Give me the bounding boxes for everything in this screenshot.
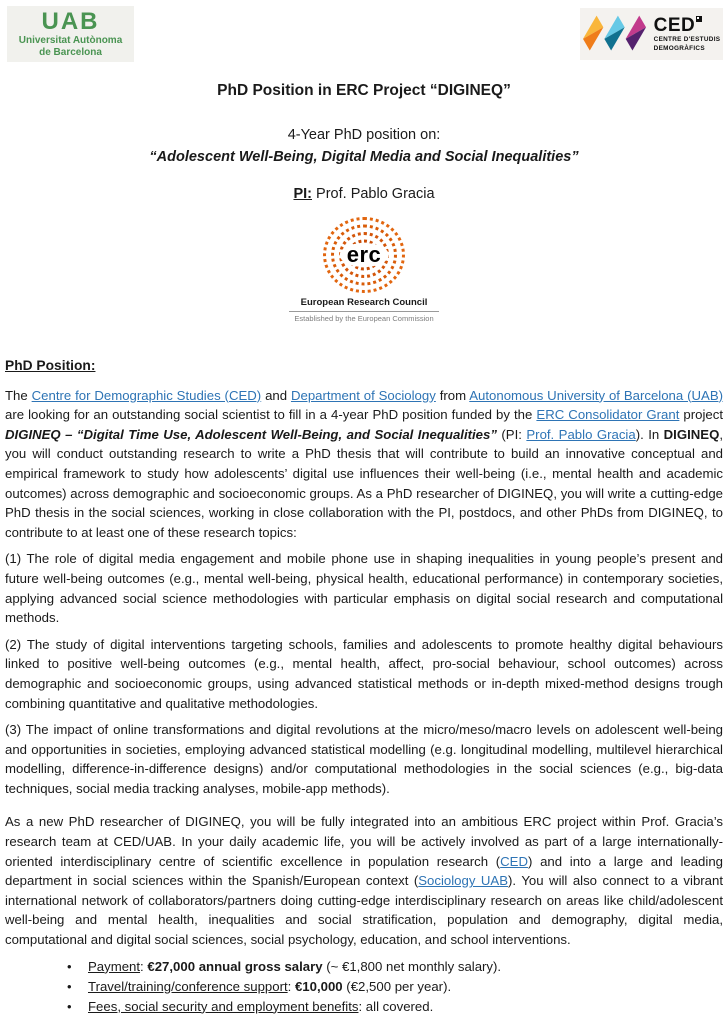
text-run: from xyxy=(435,387,470,403)
benefits-list xyxy=(5,957,723,1017)
hyperlink[interactable]: Prof. Pablo Gracia xyxy=(526,426,636,442)
paragraph-topic-2 xyxy=(5,635,723,713)
bullet-icon: • xyxy=(67,978,72,994)
document-body xyxy=(0,356,728,1017)
text-run: project xyxy=(679,407,724,423)
ced-logo xyxy=(580,8,723,60)
subtitle-line2: “Adolescent Well-Being, Digital Media and Social Inequalities” xyxy=(149,149,579,165)
hyperlink[interactable]: Centre for Demographic Studies (CED) xyxy=(31,387,262,403)
hyperlink[interactable]: CED xyxy=(500,853,528,869)
ced-logo-sub2: DEMOGRÀFICS xyxy=(653,44,705,52)
pi-line xyxy=(0,186,728,202)
text-run: The xyxy=(5,387,32,403)
pi-label: PI: xyxy=(293,186,313,202)
text-run: (3) The impact of online transformations and digital revolutions at the micro/meso/macro levels on adolescent well-being and opportunities in societies, employing advanced statistical modelling (e.g. longitudinal modelling, multilevel hierarchical modelling, difference-in-difference designs) and/or computational methodologies in the social sciences (e.g., big-data techniques, social media tracking analyses, mobile-app methods). xyxy=(5,722,723,796)
section-heading: PhD Position: xyxy=(5,358,96,373)
erc-wordmark: erc xyxy=(340,243,389,267)
text-run: ). You will also connect to a vibrant international network of collaborators/partners doing cutting-edge interdisciplinary research on areas like child/adolescent well-being and mental health, inequalities and social stratification, population and demography, digital media, computational and digital social sciences, social psychology, education, and school interventions. xyxy=(5,873,724,948)
bullet-travel-support-text xyxy=(88,979,451,994)
bullet-icon: • xyxy=(67,998,72,1014)
text-run: (PI: xyxy=(496,426,527,442)
ced-mark-icon xyxy=(696,16,702,22)
hyperlink[interactable]: Sociology UAB xyxy=(418,873,509,889)
paragraph-topic-3 xyxy=(5,720,723,798)
document-header xyxy=(0,0,728,352)
ced-logo-sub1: CENTRE D'ESTUDIS xyxy=(653,36,721,44)
erc-logo xyxy=(279,216,449,323)
hyperlink[interactable]: Department of Sociology xyxy=(290,387,436,403)
uab-logo-name-line1: Universitat Autònoma xyxy=(18,35,123,46)
uab-logo-name-line2: de Barcelona xyxy=(39,47,102,58)
ced-abbr-label: CED xyxy=(653,15,696,37)
text-run: Fees, social security and employment benefits xyxy=(88,998,359,1014)
ced-logo-text xyxy=(654,16,721,52)
text-run: €27,000 annual gross salary xyxy=(147,958,323,974)
bullet-travel-support xyxy=(5,977,723,997)
text-run: , you will conduct outstanding research to write a PhD thesis that will contribute to build an innovative conceptual and empirical framework to study how adolescents’ digital use influences their well-being (i.e., mental health and academic outcomes) across demographic and socioeconomic groups. As a PhD researcher of DIGINEQ, you will write a cutting-edge PhD thesis in the social sciences, working in close collaboration with the PI, postdocs, and other PhDs from DIGINEQ, to contribute to at least one of these research topics: xyxy=(5,426,724,540)
erc-subcaption: Established by the European Commission xyxy=(294,314,434,323)
text-run: (1) The role of digital media engagement and mobile phone use in shaping inequalities in young people’s present and future well-being outcomes (e.g., mental well-being, physical health, educational performance) in contemporary societies, applying advanced social science methodologies with particular emphasis on digital social research and computational methods. xyxy=(5,551,723,626)
ced-diamonds-icon xyxy=(583,14,647,54)
bullet-payment xyxy=(5,957,723,977)
uab-logo-abbr: UAB xyxy=(41,8,100,35)
bullet-payment-text xyxy=(88,959,501,974)
text-run: : xyxy=(140,958,148,974)
bullet-icon: • xyxy=(67,958,72,974)
page-title: PhD Position in ERC Project “DIGINEQ” xyxy=(217,82,511,99)
bullet-fees-benefits-text xyxy=(88,999,433,1014)
text-run: €10,000 xyxy=(294,978,343,994)
ced-logo-abbr xyxy=(654,16,721,35)
text-run: As a new PhD researcher of DIGINEQ, you will be fully integrated into an ambitious ERC project within Prof. Gracia’s research team at CED/UAB. In your daily academic life, you will be actively involved as part of a large internationally-oriented interdisciplinary centre of scientific excellence in population research ( xyxy=(5,814,723,869)
hyperlink[interactable]: Autonomous University of Barcelona (UAB) xyxy=(469,387,724,403)
erc-caption: European Research Council xyxy=(300,297,428,308)
paragraph-integration xyxy=(5,812,723,949)
bullet-fees-benefits xyxy=(5,997,723,1017)
subtitle-line1: 4-Year PhD position on: xyxy=(287,127,441,143)
text-run: DIGINEQ – “Digital Time Use, Adolescent Well-Being, and Social Inequalities” xyxy=(5,426,497,442)
text-run: are looking for an outstanding social scientist to fill in a 4-year PhD position funded by the xyxy=(5,407,537,423)
text-run: ) and into a large and leading department in social sciences within the Spanish/European context ( xyxy=(5,853,723,889)
text-run: (~ €1,800 net monthly salary). xyxy=(322,958,502,974)
text-run: Travel/training/conference support xyxy=(88,978,288,994)
text-run: : xyxy=(287,978,295,994)
hyperlink[interactable]: ERC Consolidator Grant xyxy=(536,407,680,423)
text-run: (€2,500 per year). xyxy=(342,978,452,994)
text-run: ). In xyxy=(635,426,664,442)
text-run: DIGINEQ xyxy=(663,426,720,442)
paragraph-topic-1 xyxy=(5,549,723,627)
uab-logo xyxy=(7,6,134,62)
erc-emblem-icon xyxy=(321,216,407,294)
text-run: and xyxy=(261,387,291,403)
erc-divider xyxy=(289,311,439,312)
text-run: (2) The study of digital interventions targeting schools, families and adolescents to promote healthy digital behaviours linked to positive well-being outcomes (e.g., mental health, affect, pro-social behaviour, school outcomes) across demographic and socioeconomic groups, using advanced statistical methods or in-depth mixed-method designs trough combining quantitative and qualitative methodologies. xyxy=(5,636,723,711)
text-run: Payment xyxy=(88,958,141,974)
text-run: : all covered. xyxy=(358,998,434,1014)
paragraph-intro xyxy=(5,386,723,543)
pi-name: Prof. Pablo Gracia xyxy=(312,186,435,202)
